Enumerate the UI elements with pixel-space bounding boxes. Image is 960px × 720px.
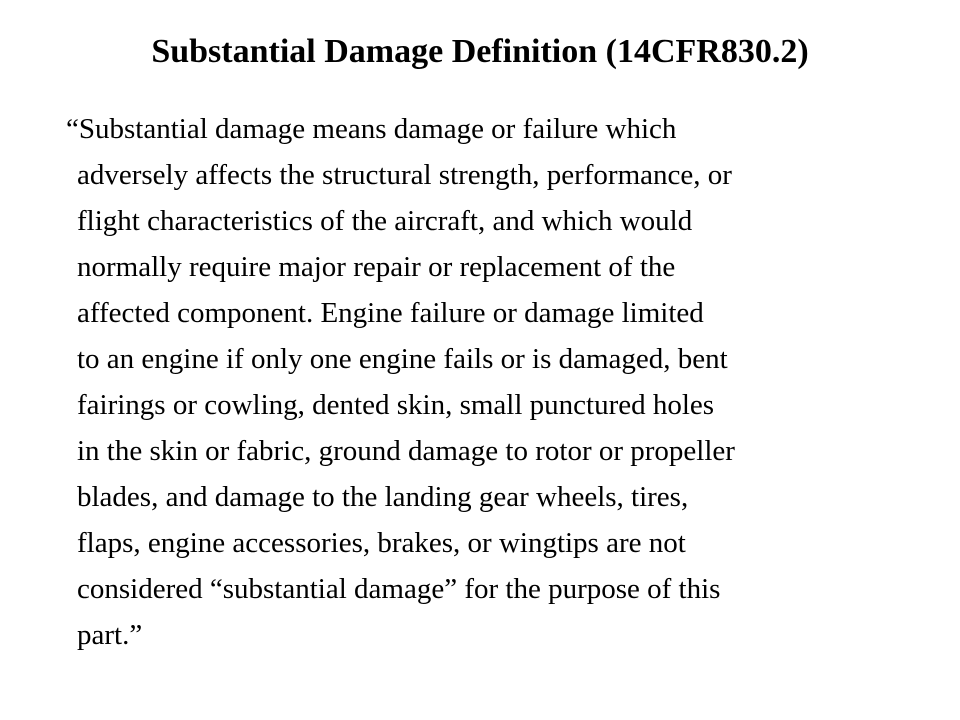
quote-line: part.” — [77, 619, 143, 651]
quote-line: flaps, engine accessories, brakes, or wingtips are not — [77, 527, 686, 559]
quote-line: flight characteristics of the aircraft, and which would — [77, 205, 693, 237]
quote-line: to an engine if only one engine fails or is damaged, bent — [77, 343, 728, 375]
quote-line: blades, and damage to the landing gear wheels, tires, — [77, 481, 689, 513]
quote-line: normally require major repair or replacement of the — [77, 251, 676, 283]
quote-line: affected component. Engine failure or damage limited — [77, 297, 704, 329]
slide-title: Substantial Damage Definition (14CFR830.2) — [151, 33, 809, 70]
quote-line: “Substantial damage means damage or failure which — [66, 113, 677, 145]
quote-line: fairings or cowling, dented skin, small punctured holes — [77, 389, 715, 421]
quote-line: considered “substantial damage” for the purpose of this — [77, 573, 721, 605]
quote-line: adversely affects the structural strength, performance, or — [77, 159, 732, 191]
quote-line: in the skin or fabric, ground damage to rotor or propeller — [77, 435, 735, 467]
definition-quote — [66, 106, 906, 658]
